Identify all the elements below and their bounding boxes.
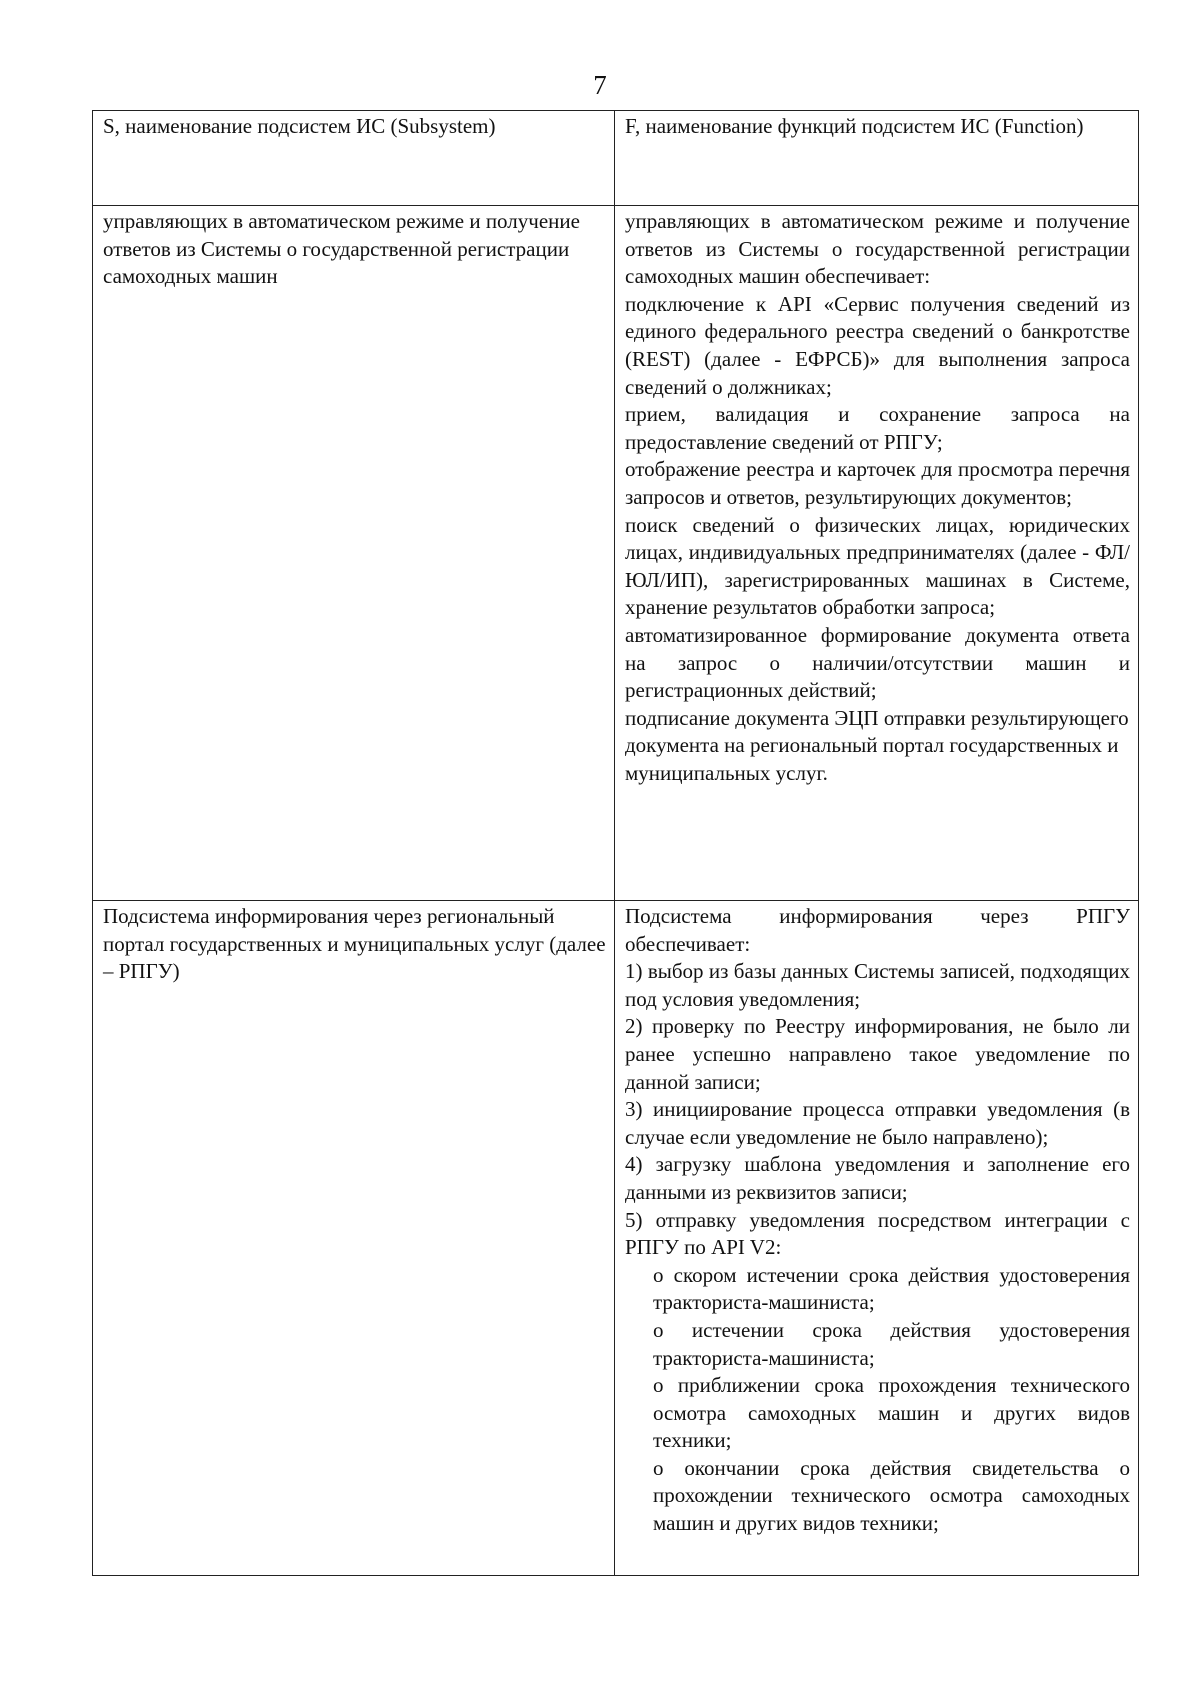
row1-function-item: отображение реестра и карточек для просмотра перечня запросов и ответов, результирующих документов; [625, 457, 1130, 509]
row1-subsystem-text: управляющих в автоматическом режиме и получение ответов из Системы о государственной регистрации самоходных машин [103, 209, 580, 289]
row2-subsystem-cell [93, 901, 615, 1576]
row1-subsystem-cell [93, 206, 615, 901]
row2-function-item: 1) выбор из базы данных Системы записей, подходящих под условия уведомления; [625, 959, 1130, 1011]
table-header-row [93, 111, 1139, 206]
table-row [93, 206, 1139, 901]
table-row [93, 901, 1139, 1576]
row2-sub-item: о скором истечении срока действия удостоверения тракториста-машиниста; [653, 1262, 1130, 1315]
header-function: F, наименование функций подсистем ИС (Function) [615, 111, 1139, 206]
row2-function-item: 3) инициирование процесса отправки уведомления (в случае если уведомление не было направлено); [625, 1097, 1130, 1149]
page-number: 7 [593, 70, 607, 100]
row1-function-item: подключение к API «Сервис получения сведений из единого федерального реестра сведений о банкротстве (REST) (далее - ЕФРСБ)» для выполнения запроса сведений о должниках; [625, 291, 1130, 399]
header-subsystem: S, наименование подсистем ИС (Subsystem) [93, 111, 615, 206]
row2-function-cell [615, 901, 1139, 1576]
row1-function-item: автоматизированное формирование документа ответа на запрос о наличии/отсутствии машин и регистрационных действий; [625, 622, 1130, 703]
row2-function-item: 4) загрузку шаблона уведомления и заполнение его данными из реквизитов записи; [625, 1152, 1130, 1204]
row1-function-item: подписание документа ЭЦП отправки результирующего документа на региональный портал государственных и муниципальных услуг. [625, 705, 1129, 785]
row2-function-item: 2) проверку по Реестру информирования, не было ли ранее успешно направлено такое уведомление по данной записи; [625, 1014, 1130, 1094]
subsystem-function-table [92, 110, 1139, 1576]
row1-function-cell [615, 206, 1139, 901]
row1-function-intro: управляющих в автоматическом режиме и получение ответов из Системы о государственной регистрации самоходных машин обеспечивает: [625, 209, 1130, 289]
row1-function-item: прием, валидация и сохранение запроса на предоставление сведений от РПГУ; [625, 402, 1130, 454]
row2-function-intro: Подсистема информирования через РПГУ обеспечивает: [625, 904, 1130, 956]
row2-sub-item: о окончании срока действия свидетельства о прохождении технического осмотра самоходных машин и других видов техники; [653, 1455, 1130, 1536]
row1-function-item: поиск сведений о физических лицах, юридических лицах, индивидуальных предпринимателях (далее - ФЛ/ЮЛ/ИП), зарегистрированных машинах в Системе, хранение результатов обработки запроса; [625, 512, 1130, 620]
row2-function-item: 5) отправку уведомления посредством интеграции с РПГУ по API V2: [625, 1207, 1130, 1260]
row2-subsystem-text: Подсистема информирования через региональный портал государственных и муниципальных услуг (далее – РПГУ) [103, 904, 606, 984]
row2-sub-item: о истечении срока действия удостоверения тракториста-машиниста; [653, 1317, 1130, 1370]
row2-sub-item: о приближении срока прохождения технического осмотра самоходных машин и других видов техники; [653, 1373, 1130, 1453]
